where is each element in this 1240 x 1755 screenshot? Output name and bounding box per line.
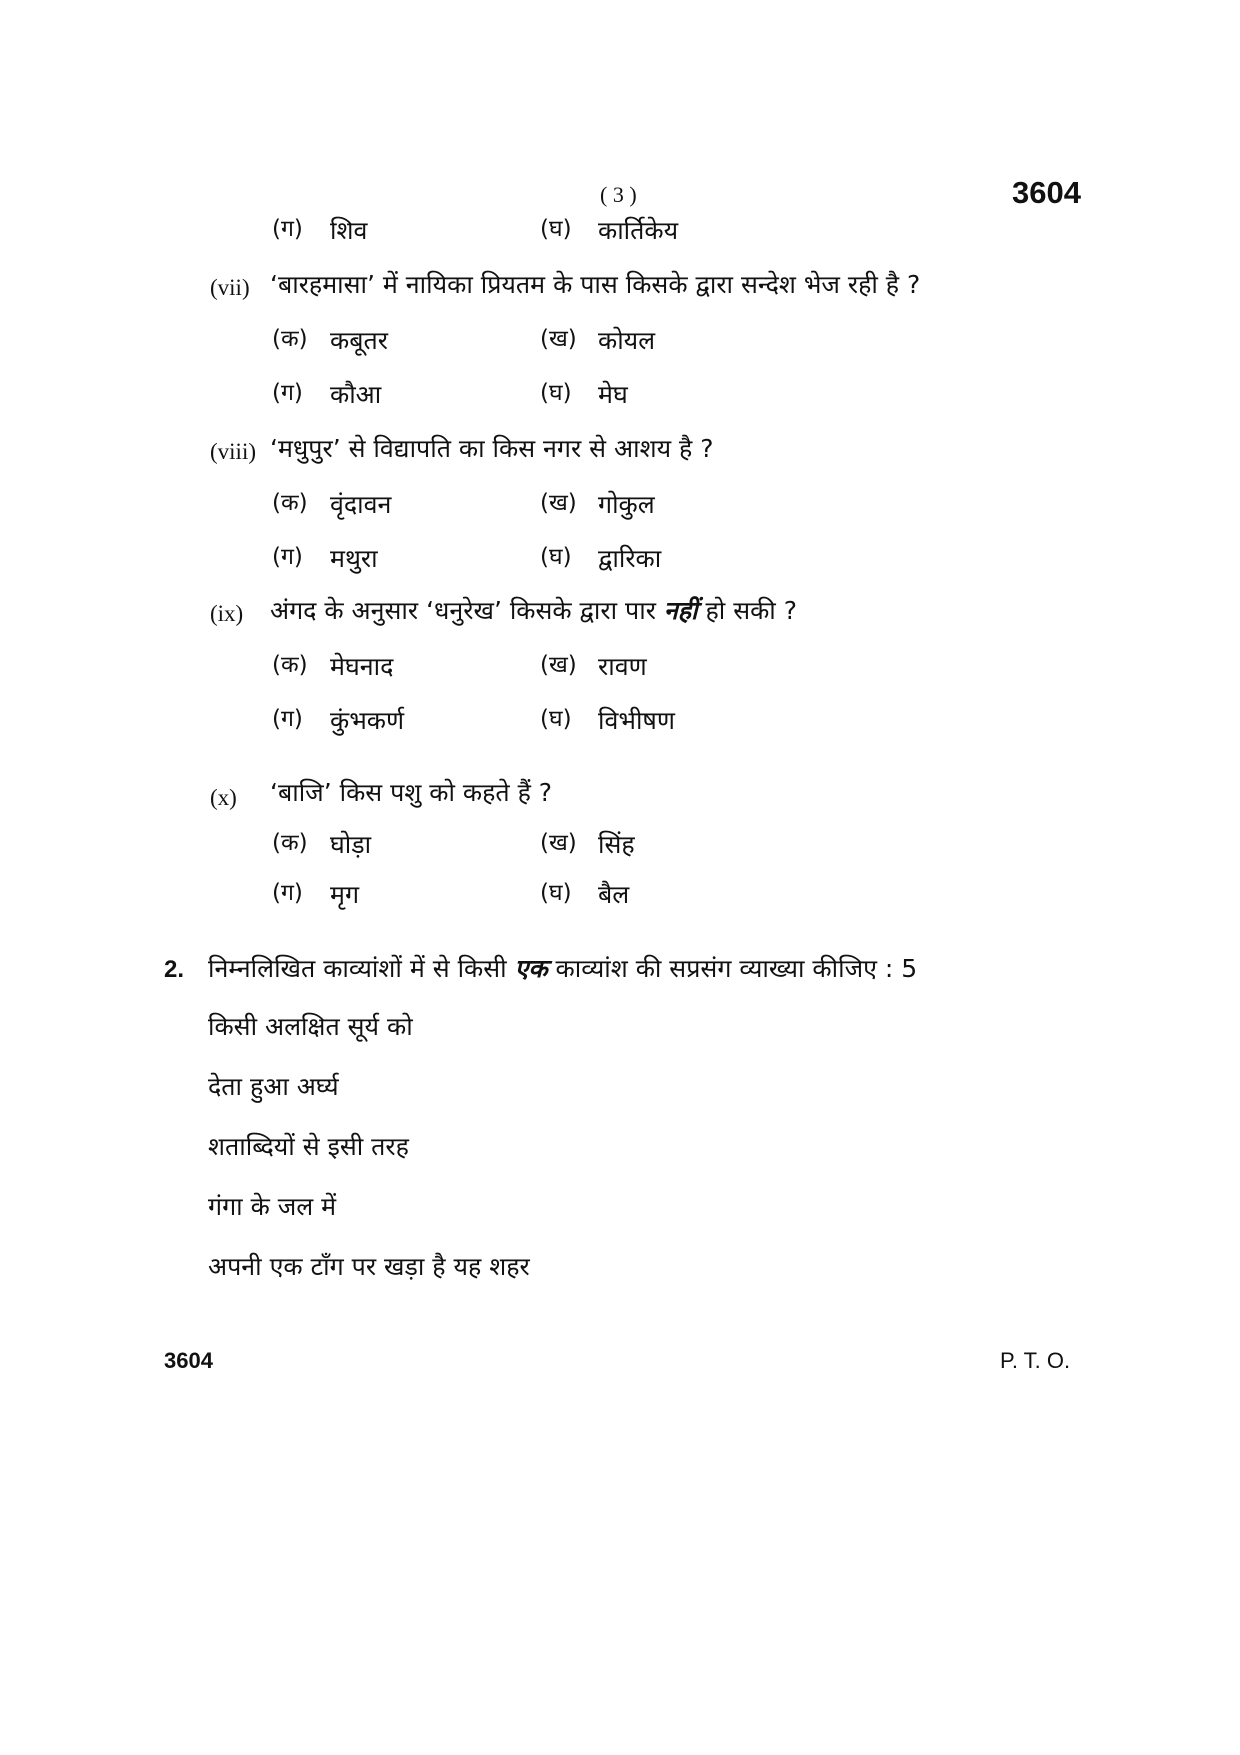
option-text: मृग xyxy=(330,880,360,909)
question-2-text xyxy=(208,954,917,984)
option-label: (ख) xyxy=(540,652,577,678)
question-text-end: हो सकी ? xyxy=(697,596,797,625)
option-label: (घ) xyxy=(540,544,572,570)
option-text: कोयल xyxy=(598,326,656,355)
question-text: ‘बाजि’ किस पशु को कहते हैं ? xyxy=(270,778,553,807)
option-label: (क) xyxy=(272,652,308,678)
paper-code-footer: 3604 xyxy=(164,1348,213,1373)
question-2-number: 2. xyxy=(164,956,185,983)
option-text: घोड़ा xyxy=(330,830,372,859)
option-label: (घ) xyxy=(540,380,572,406)
question-2-text-end: काव्यांश की सप्रसंग व्याख्या कीजिए : 5 xyxy=(547,954,918,983)
option-label: (ग) xyxy=(272,380,303,406)
option-label: (क) xyxy=(272,830,308,856)
option-text: गोकुल xyxy=(598,490,655,519)
option-label: (क) xyxy=(272,490,308,516)
option-label: (ख) xyxy=(540,830,577,856)
option-label: (ख) xyxy=(540,490,577,516)
poem-line: गंगा के जल में xyxy=(208,1192,337,1221)
question-number: (x) xyxy=(210,785,237,810)
poem-line: शताब्दियों से इसी तरह xyxy=(208,1132,409,1161)
option-text: सिंह xyxy=(598,830,635,859)
please-turn-over: P. T. O. xyxy=(1000,1348,1071,1373)
page-number: ( 3 ) xyxy=(600,182,637,207)
option-text: विभीषण xyxy=(598,706,675,735)
option-text: कुंभकर्ण xyxy=(330,706,405,735)
emphasis-word: एक xyxy=(514,954,548,983)
option-text: रावण xyxy=(598,652,647,681)
option-text: बैल xyxy=(598,880,630,909)
option-label: (घ) xyxy=(540,706,572,732)
option-label: (ग) xyxy=(272,544,303,570)
question-number: (ix) xyxy=(210,601,244,626)
option-label: (घ) xyxy=(540,880,572,906)
option-label: (घ) xyxy=(540,216,572,242)
emphasis-word: नहीं xyxy=(663,596,698,625)
option-text: कबूतर xyxy=(330,326,388,355)
option-label: (क) xyxy=(272,326,308,352)
question-2-text-start: निम्नलिखित काव्यांशों में से किसी xyxy=(208,954,515,983)
question-text: ‘मधुपुर’ से विद्यापति का किस नगर से आशय है ? xyxy=(270,434,714,463)
question-text: ‘बारहमासा’ में नायिका प्रियतम के पास किसके द्वारा सन्देश भेज रही है ? xyxy=(270,270,921,299)
option-text: मेघ xyxy=(598,380,628,409)
question-number: (vii) xyxy=(210,275,250,300)
option-text: कार्तिकेय xyxy=(598,216,679,245)
option-text: कौआ xyxy=(330,380,382,409)
option-text: शिव xyxy=(330,216,368,245)
poem-line: देता हुआ अर्घ्य xyxy=(208,1072,339,1101)
option-text: द्वारिका xyxy=(598,544,662,573)
option-label: (ख) xyxy=(540,326,577,352)
option-label: (ग) xyxy=(272,880,303,906)
poem-line: अपनी एक टाँग पर खड़ा है यह शहर xyxy=(208,1252,530,1281)
option-label: (ग) xyxy=(272,706,303,732)
option-text: मेघनाद xyxy=(330,652,394,681)
paper-code-header: 3604 xyxy=(1012,175,1081,210)
question-text-start: अंगद के अनुसार ‘धनुरेख’ किसके द्वारा पार xyxy=(270,596,664,625)
question-number: (viii) xyxy=(210,439,256,464)
option-text: वृंदावन xyxy=(330,490,392,519)
poem-line: किसी अलक्षित सूर्य को xyxy=(208,1012,413,1041)
question-text xyxy=(270,596,797,626)
option-label: (ग) xyxy=(272,216,303,242)
option-text: मथुरा xyxy=(330,544,378,573)
